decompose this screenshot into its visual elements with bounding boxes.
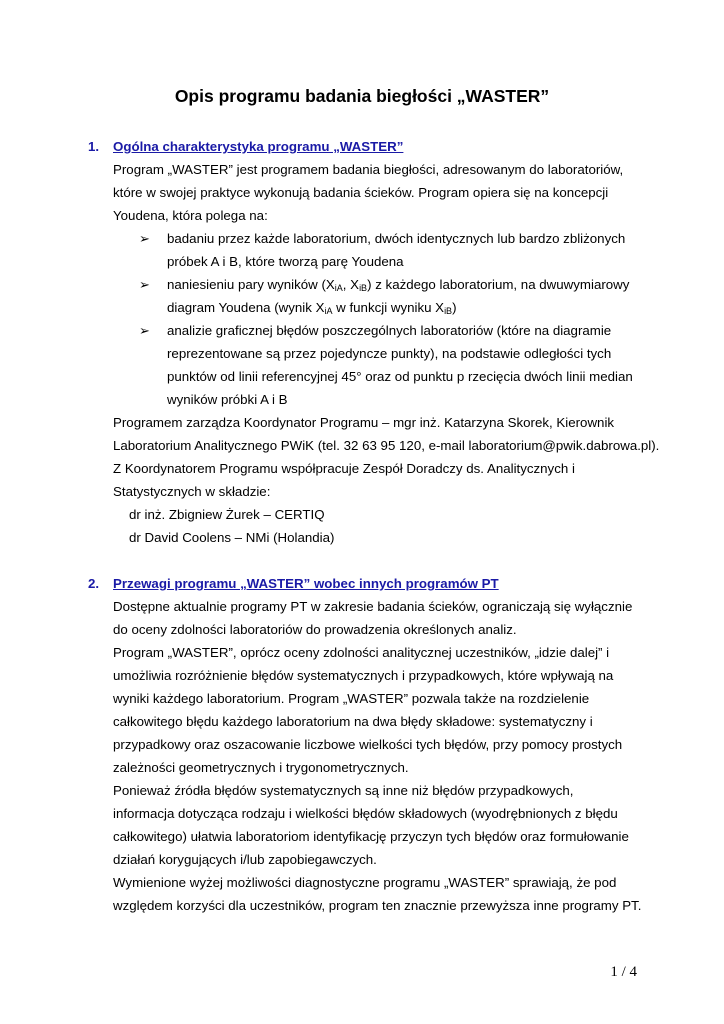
bullet-arrow-icon: ➢: [139, 323, 150, 338]
section-2-heading: Przewagi programu „WASTER” wobec innych programów PT: [113, 576, 499, 591]
section-2-line: przypadkowy oraz oszacowanie liczbowe wielkości tych błędów, przy pomocy prostych: [113, 737, 623, 752]
bullet-3-line: wyników próbki A i B: [167, 392, 288, 407]
team-member: dr David Coolens – NMi (Holandia): [129, 530, 335, 545]
section-1-number: 1.: [88, 139, 100, 154]
section-2-line: całkowitego) ułatwia laboratoriom identyfikację przyczyn tych błędów oraz formułowanie: [113, 829, 629, 844]
coordinator-line: Statystycznych w składzie:: [113, 484, 271, 499]
page-number: 1 / 4: [610, 964, 637, 980]
bullet-2-line-2: diagram Youdena (wynik $X_{iA}$ w funkcji wyniku $X_{iB}$): [167, 300, 457, 316]
section-2-line: Program „WASTER”, oprócz oceny zdolności analitycznej uczestników, „idzie dalej” i: [113, 645, 610, 660]
section-2-line: zależności geometrycznych i trygonometrycznych.: [113, 760, 409, 775]
coordinator-line: Laboratorium Analitycznego PWiK (tel. 32 63 95 120, e-mail laboratorium@pwik.dabrowa.pl).: [113, 438, 660, 453]
section-2-line: do oceny zdolności laboratoriów do prowadzenia określonych analiz.: [113, 622, 517, 637]
team-member: dr inż. Zbigniew Żurek – CERTIQ: [129, 507, 325, 522]
bullet-1-line: próbek A i B, które tworzą parę Youdena: [167, 254, 404, 269]
document-title: Opis programu badania biegłości „WASTER”: [174, 86, 550, 106]
bullet-arrow-icon: ➢: [139, 231, 150, 246]
section-2-line: względem korzyści dla uczestników, program ten znacznie przewyższa inne programy PT.: [113, 898, 642, 913]
bullet-2-line-1: naniesieniu pary wyników ($X_{iA}$, $X_{iB}$) z każdego laboratorium, na dwuwymiarowy: [167, 277, 630, 293]
section-1-intro-line: Program „WASTER” jest programem badania biegłości, adresowanym do laboratoriów,: [113, 162, 624, 177]
coordinator-line: Z Koordynatorem Programu współpracuje Zespół Doradczy ds. Analitycznych i: [113, 461, 575, 476]
section-2-line: działań korygujących i/lub zapobiegawczych.: [113, 852, 377, 867]
section-2-line: Wymienione wyżej możliwości diagnostyczne programu „WASTER” sprawiają, że pod: [113, 875, 617, 890]
section-1-intro-line: które w swojej praktyce wykonują badania ścieków. Program opiera się na koncepcji: [113, 185, 609, 200]
section-2-line: Dostępne aktualnie programy PT w zakresie badania ścieków, ograniczają się wyłącznie: [113, 599, 633, 614]
section-2-number: 2.: [88, 576, 100, 591]
coordinator-line: Programem zarządza Koordynator Programu – mgr inż. Katarzyna Skorek, Kierownik: [113, 415, 615, 430]
bullet-3-line: reprezentowane są przez pojedyncze punkty), na podstawie odległości tych: [167, 346, 612, 361]
section-2-line: Ponieważ źródła błędów systematycznych są inne niż błędów przypadkowych,: [113, 783, 574, 798]
bullet-arrow-icon: ➢: [139, 277, 150, 292]
section-2-line: informacja dotycząca rodzaju i wielkości błędów składowych (wyodrębnionych z błędu: [113, 806, 618, 821]
section-2-line: całkowitego błędu każdego laboratorium na dwa błędy składowe: systematyczny i: [113, 714, 593, 729]
bullet-3-line: analizie graficznej błędów poszczególnych laboratoriów (które na diagramie: [167, 323, 612, 338]
section-1-heading: Ogólna charakterystyka programu „WASTER”: [113, 139, 404, 154]
section-2-line: wyniki każdego laboratorium. Program „WASTER” pozwala także na rozdzielenie: [113, 691, 590, 706]
bullet-1-line: badaniu przez każde laboratorium, dwóch identycznych lub bardzo zbliżonych: [167, 231, 626, 246]
section-1-intro-line: Youdena, która polega na:: [113, 208, 268, 223]
section-2-line: umożliwia rozróżnienie błędów systematycznych i przypadkowych, które wpływają na: [113, 668, 614, 683]
bullet-3-line: punktów od linii referencyjnej 45° oraz od punktu p rzecięcia dwóch linii median: [167, 369, 633, 384]
